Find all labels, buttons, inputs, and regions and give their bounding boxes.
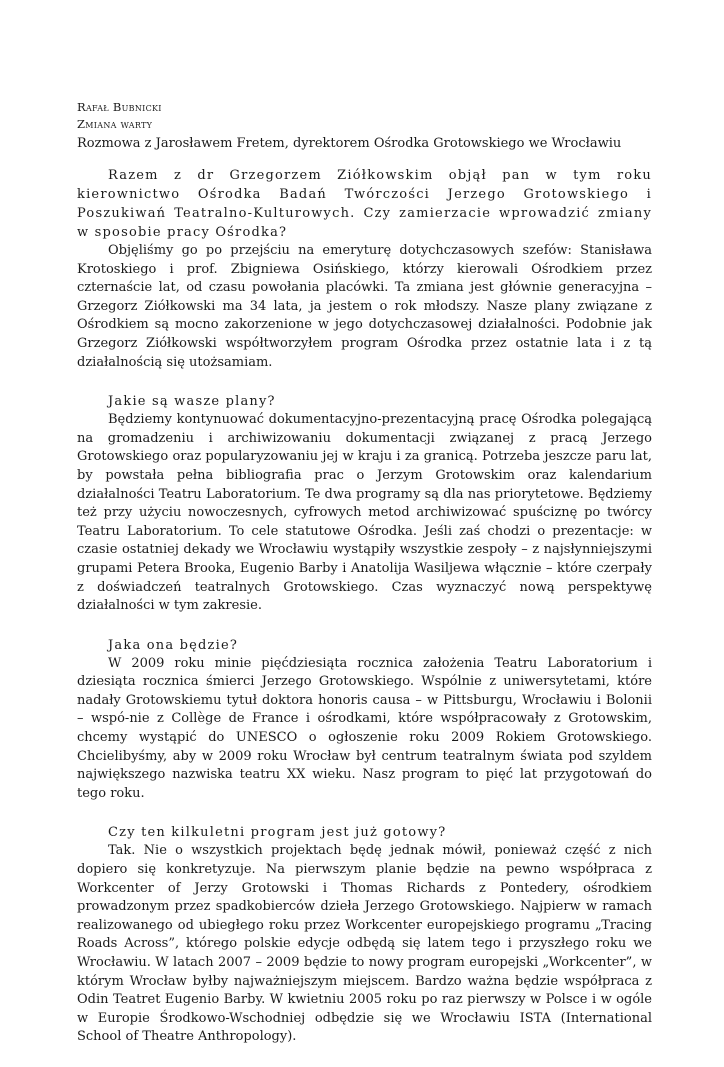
interview-question: Czy ten kilkuletni program jest już gotowy? [108,825,447,841]
article-body [77,166,652,1067]
interview-answer: Tak. Nie o wszystkich projektach będę jednak mówił, ponieważ część z nich dopiero się konkretyzuje. Na pierwszym planie będzie na pewno współpraca z Workcenter of Jerzy Grotowski i Thomas Richards z Pontedery, ośrodkiem prowadzonym przez spadkobierców dzieła Jerzego Grotowskiego. Najpierw w ramach realizowanego od ubiegłego roku przez Workcenter europejskiego programu „Tracing Roads Across”, którego polskie edycje odbędą się latem tego i przyszłego roku we Wrocławiu. W latach 2007 – 2009 będzie to nowy program europejski „Workcenter”, w którym Wrocław byłby najważniejszym miejscem. Bardzo ważna będzie współpraca z Odin Teatret Eugenio Barby. W kwietniu 2005 roku po raz pierwszy w Polsce i w ogóle w Europie Środkowo-Wschodniej odbędzie się we Wrocławiu ISTA (International School of Theatre Anthropology). [77,843,652,1045]
article-subtitle: Rozmowa z Jarosławem Fretem, dyrektorem Ośrodka Grotowskiego we Wrocławiu [77,136,622,151]
interview-question: Razem z dr Grzegorzem Ziółkowskim objął pan w tym roku kierownictwo Ośrodka Badań Twórczości Jerzego Grotowskiego i Poszukiwań Teatralno-Kulturowych. Czy zamierzacie wprowadzić zmiany w sposobie pracy Ośrodka? [77,168,652,240]
article-header [77,99,657,154]
interview-section [77,823,652,1047]
interview-section [77,636,652,804]
interview-answer: Będziemy kontynuować dokumentacyjno-prezentacyjną pracę Ośrodka polegającą na gromadzeniu i archiwizowaniu dokumentacji związanej z pracą Jerzego Grotowskiego oraz popularyzowaniu jej w kraju i za granicą. Potrzeba jeszcze paru lat, by powstała pełna bibliografia prac o Jerzym Grotowskim oraz kalendarium działalności Teatru Laboratorium. Te dwa programy są dla nas priorytetowe. Będziemy też przy użyciu nowoczesnych, cyfrowych metod archiwizować spuściznę po twórcy Teatru Laboratorium. To cele statutowe Ośrodka. Jeśli zaś chodzi o prezentacje: w czasie ostatniej dekady we Wrocławiu wystąpiły wszystkie zespoły – z najsłynniejszymi grupami Petera Brooka, Eugenio Barby i Anatolija Wasiljewa włącznie – które czerpały z doświadczeń teatralnych Grotowskiego. Czas wyznaczyć nową perspektywę działalności w tym zakresie. [77,412,652,614]
series-title: Zmiana warty [77,117,153,131]
author-name: Rafał Bubnicki [77,100,162,114]
interview-question: Jakie są wasze plany? [108,394,276,410]
interview-question: Jaka ona będzie? [108,637,239,653]
interview-section [77,166,652,372]
interview-section [77,392,652,616]
interview-answer: W 2009 roku minie pięćdziesiąta rocznica założenia Teatru Laboratorium i dziesiąta rocznica śmierci Jerzego Grotowskiego. Wspólnie z uniwersytetami, które nadały Grotowskiemu tytuł doktora honoris causa – w Pittsburgu, Wrocławiu i Bolonii – wspó-nie z Collège de France i ośrodkami, które współpracowały z Grotowskim, chcemy wystąpić do UNESCO o ogłoszenie roku 2009 Rokiem Grotowskiego. Chcielibyśmy, aby w 2009 roku Wrocław był centrum teatralnym świata pod szyldem największego nazwiska teatru XX wieku. Nasz program to pięć lat przygotowań do tego roku. [77,655,652,801]
interview-answer: Objęliśmy go po przejściu na emeryturę dotychczasowych szefów: Stanisława Krotoskiego i prof. Zbigniewa Osińskiego, którzy kierowali Ośrodkiem przez czternaście lat, od czasu powołania placówki. Ta zmiana jest głównie generacyjna – Grzegorz Ziółkowski ma 34 lata, ja jestem o rok młodszy. Nasze plany związane z Ośrodkiem są mocno zakorzenione w jego dotychczasowej działalności. Podobnie jak Grzegorz Ziółkowski współtworzyłem program Ośrodka przez ostatnie lata i z tą działalnością się utożsamiam. [77,243,652,370]
